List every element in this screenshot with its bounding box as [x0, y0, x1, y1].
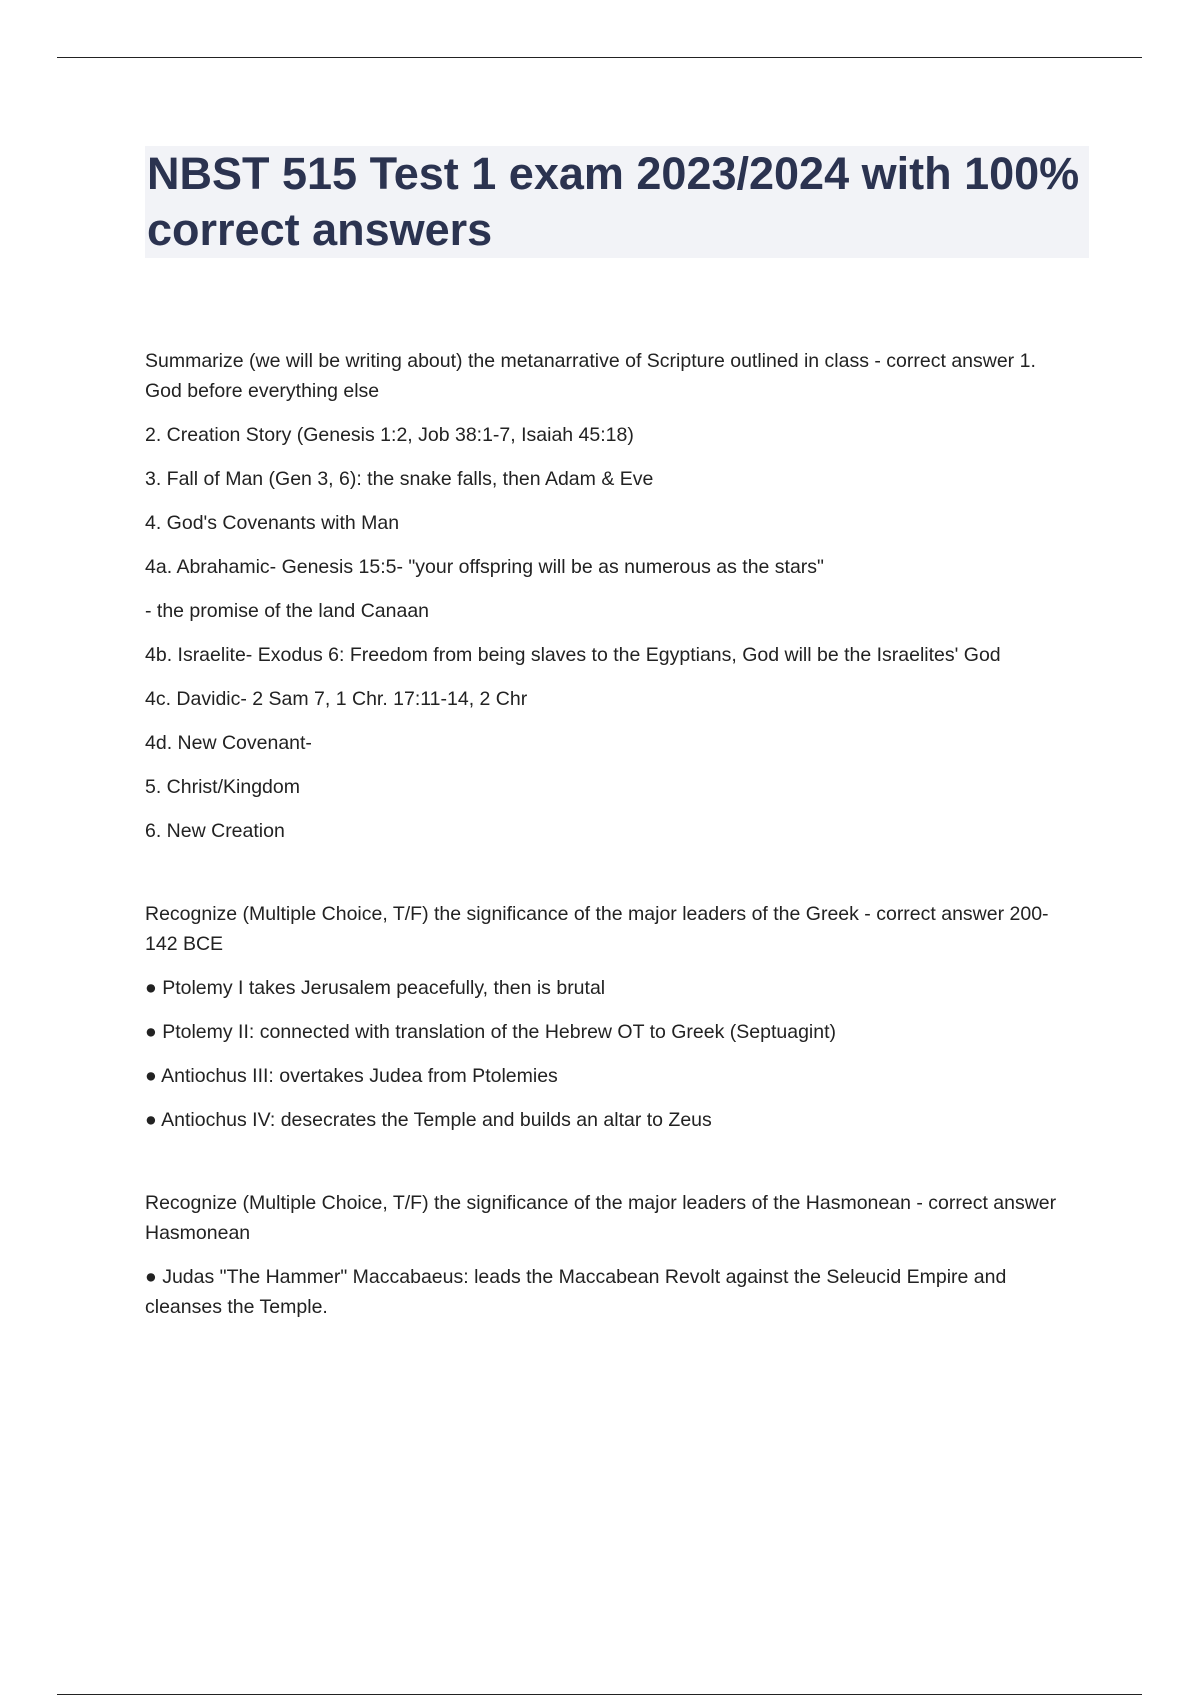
question-text: Summarize (we will be writing about) the metanarrative of Scripture outlined in class - correct answer 1. God before everything else	[145, 350, 1036, 402]
question-section-1	[145, 346, 1075, 846]
answer-line: 3. Fall of Man (Gen 3, 6): the snake falls, then Adam & Eve	[145, 468, 654, 490]
answer-line: 4b. Israelite- Exodus 6: Freedom from being slaves to the Egyptians, God will be the Israelites' God	[145, 644, 1001, 666]
document-title: NBST 515 Test 1 exam 2023/2024 with 100% correct answers	[147, 148, 1080, 255]
question-text: Recognize (Multiple Choice, T/F) the significance of the major leaders of the Greek - correct answer 200-142 BCE	[145, 903, 1049, 955]
question-text: Recognize (Multiple Choice, T/F) the significance of the major leaders of the Hasmonean - correct answer Hasmonean	[145, 1192, 1057, 1244]
top-rule	[57, 57, 1142, 58]
question-section-3	[145, 1188, 1075, 1322]
answer-line: 4c. Davidic- 2 Sam 7, 1 Chr. 17:11-14, 2 Chr	[145, 688, 528, 710]
answer-line: 4. God's Covenants with Man	[145, 512, 400, 534]
answer-line: 6. New Creation	[145, 820, 285, 842]
bottom-rule	[57, 1694, 1142, 1695]
section-spacer	[145, 1135, 1075, 1188]
question-section-2	[145, 899, 1075, 1135]
section-spacer	[145, 846, 1075, 899]
bullet-item: ● Judas "The Hammer" Maccabaeus: leads the Maccabean Revolt against the Seleucid Empire and cleanses the Temple.	[145, 1266, 1007, 1318]
bullet-item: ● Ptolemy I takes Jerusalem peacefully, then is brutal	[145, 977, 606, 999]
answer-line: 2. Creation Story (Genesis 1:2, Job 38:1-7, Isaiah 45:18)	[145, 424, 634, 446]
answer-line: - the promise of the land Canaan	[145, 600, 430, 622]
bullet-item: ● Ptolemy II: connected with translation of the Hebrew OT to Greek (Septuagint)	[145, 1021, 837, 1043]
bullet-item: ● Antiochus III: overtakes Judea from Ptolemies	[145, 1065, 558, 1087]
answer-line: 4d. New Covenant-	[145, 732, 312, 754]
answer-line: 4a. Abrahamic- Genesis 15:5- "your offspring will be as numerous as the stars"	[145, 556, 824, 578]
bullet-item: ● Antiochus IV: desecrates the Temple and builds an altar to Zeus	[145, 1109, 712, 1131]
document-body	[145, 346, 1075, 1322]
answer-line: 5. Christ/Kingdom	[145, 776, 300, 798]
title-banner	[145, 146, 1089, 258]
